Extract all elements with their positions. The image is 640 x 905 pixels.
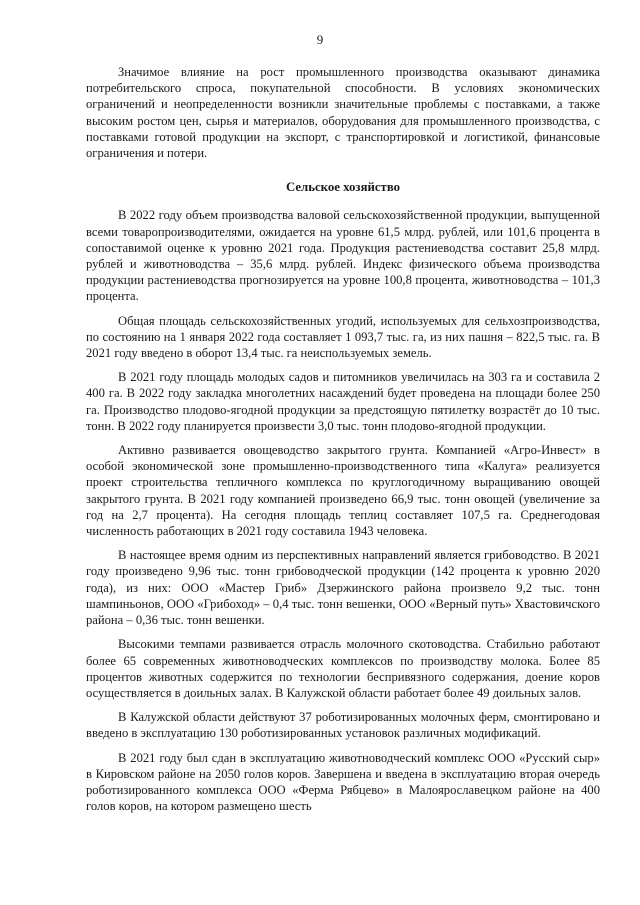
paragraph-dairy-farming: Высокими темпами развивается отрасль молочного скотоводства. Стабильно работают более 65 современных животноводческих комплексов по производству молока. Более 85 процентов животных содержится по технологии беспривязного содержания, доение коров осуществляется в доильных залах. В Калужской области работает более 49 доильных залов. [86, 637, 600, 700]
page-content [86, 64, 600, 814]
paragraph-production-volume: В 2022 году объем производства валовой сельскохозяйственной продукции, выпущенной всеми товаропроизводителями, ожидается на уровне 61,5 млрд. рублей, или 101,6 процента в сопоставимой оценке к уровню 2021 года. Продукция растениеводства составит 25,8 млрд. рублей и животноводства – 35,6 млрд. рублей. Индекс физического объема производства продукции растениеводства прогнозируется на уровне 100,8 процента, животноводства – 101,3 процента. [86, 208, 600, 304]
paragraph-robotic-farms: В Калужской области действуют 37 роботизированных молочных ферм, смонтировано и введено в эксплуатацию 130 роботизированных установок различных модификаций. [86, 710, 600, 741]
paragraph-orchards: В 2021 году площадь молодых садов и питомников увеличилась на 303 га и составила 2 400 га. В 2022 году закладка многолетних насаждений будет проведена на площади более 250 га. Производство плодово-ягодной продукции за предстоящую пятилетку возрастёт до 10 тыс. тонн. В 2022 году планируется произвести 3,0 тыс. тонн плодово-ягодной продукции. [86, 370, 600, 433]
paragraph-land-area: Общая площадь сельскохозяйственных угодий, используемых для сельхозпроизводства, по состоянию на 1 января 2022 года составляет 1 093,7 тыс. га, из них пашня – 822,5 тыс. га. В 2021 году введено в оборот 13,4 тыс. га неиспользуемых земель. [86, 313, 600, 361]
paragraph-greenhouse-vegetables: Активно развивается овощеводство закрытого грунта. Компанией «Агро-Инвест» в особой экономической зоне промышленно-производственного типа «Калуга» реализуется проект строительства тепличного комплекса по круглогодичному выращиванию овощей закрытого грунта. В 2021 году компанией произведено 66,9 тыс. тонн овощей (увеличение за год на 2,7 процента). На сегодня площадь теплиц составляет 107,5 га. Среднегодовая численность работающих в 2021 году составила 1943 человека. [86, 443, 600, 539]
paragraph-livestock-complex: В 2021 году был сдан в эксплуатацию животноводческий комплекс ООО «Русский сыр» в Кировском районе на 2050 голов коров. Завершена и введена в эксплуатацию вторая очередь роботизированного комплекса ООО «Ферма Рябцево» в Малоярославецком районе на 400 голов коров, на котором размещено шесть [86, 750, 600, 814]
intro-paragraph: Значимое влияние на рост промышленного производства оказывают динамика потребительского спроса, покупательной способности. В условиях экономических ограничений и неопределенности возникли значительные проблемы с поставками, а также высоким ростом цен, сырья и материалов, оборудования для промышленного производства, с поставками готовой продукции на экспорт, с транспортировкой и логистикой, финансовые ограничения и потери. [86, 65, 600, 161]
section-title: Сельское хозяйство [285, 180, 401, 195]
page-number: 9 [316, 32, 324, 47]
paragraph-mushroom-growing: В настоящее время одним из перспективных направлений является грибоводство. В 2021 году произведено 9,96 тыс. тонн грибоводческой продукции (142 процента к уровню 2020 года), из них: ООО «Мастер Гриб» Дзержинского района произвело 9,2 тыс. тонн шампиньонов, ООО «Грибоход» – 0,4 тыс. тонн вешенки, ООО «Верный путь» Хвастовичского района – 0,36 тыс. тонн вешенки. [86, 548, 600, 628]
